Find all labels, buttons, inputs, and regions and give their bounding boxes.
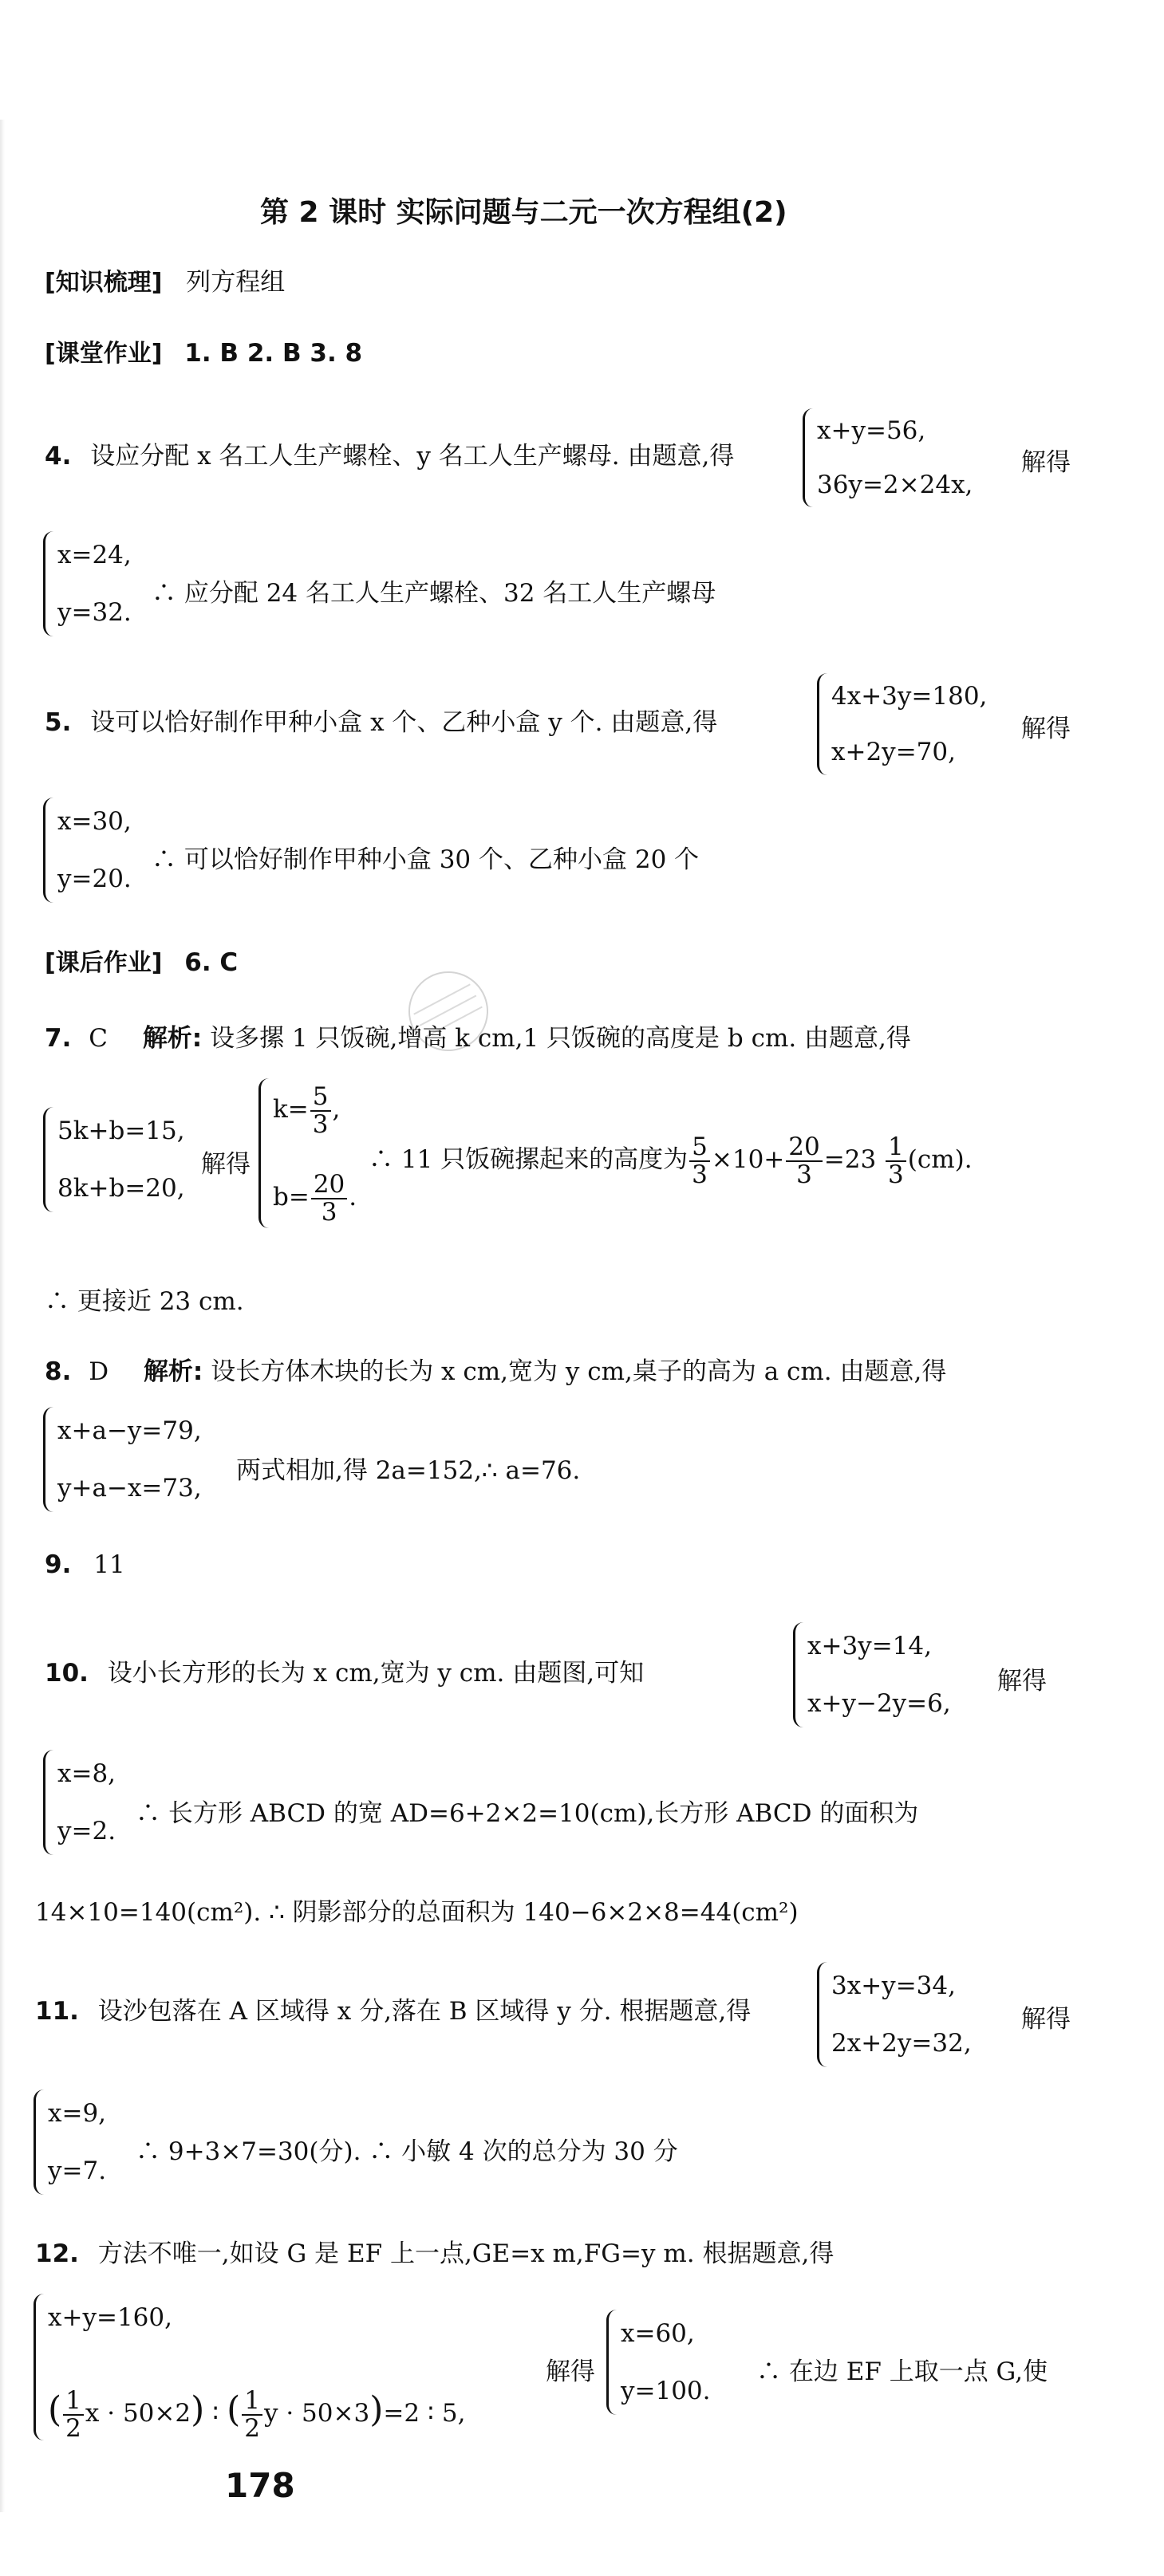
- q12-ratio: =2 ∶ 5,: [383, 2399, 466, 2428]
- q10-solution: [40, 1745, 116, 1860]
- q12-half2-den: 2: [244, 2413, 260, 2443]
- q11-eq2: 2x+2y=32,: [831, 2029, 972, 2058]
- q8-number: 8.: [45, 1357, 72, 1386]
- q5-eq2: x+2y=70,: [831, 738, 956, 766]
- q11-eq1: 3x+y=34,: [831, 1971, 956, 2000]
- q8-answer: D: [89, 1357, 109, 1386]
- q7-text: 设多摞 1 只饭碗,增高 k cm,1 只饭碗的高度是 b cm. 由题意,得: [210, 1024, 911, 1053]
- q5-sol1: x=30,: [57, 807, 132, 836]
- q11-conclusion: ∴ 9+3×7=30(分). ∴ 小敏 4 次的总分为 30 分: [136, 2137, 678, 2166]
- q4-system: [799, 404, 973, 512]
- q4-sol1: x=24,: [57, 541, 132, 569]
- q7-conclusion2: ∴ 更接近 23 cm.: [45, 1287, 244, 1316]
- q7-b-label: b=: [273, 1183, 310, 1211]
- q10-eq1: x+3y=14,: [807, 1632, 932, 1660]
- q12-system: [30, 2289, 465, 2445]
- classwork-section: [45, 333, 362, 368]
- q11-line: [35, 1991, 751, 2027]
- q12-half2-num: 1: [242, 2388, 262, 2416]
- q10-system: [790, 1617, 951, 1732]
- q7-b-num: 20: [311, 1172, 347, 1199]
- q5-system: [814, 668, 987, 780]
- classwork-tag: [课堂作业]: [45, 340, 163, 368]
- q7-k-label: k=: [273, 1095, 309, 1124]
- q5-text: 设可以恰好制作甲种小盒 x 个、乙种小盒 y 个. 由题意,得: [90, 708, 718, 737]
- q7-unit: (cm).: [907, 1145, 973, 1174]
- q7-frac2: [786, 1134, 822, 1188]
- q4-solve: 解得: [1021, 448, 1071, 477]
- q11-solution: [30, 2085, 106, 2200]
- q12-half1-num: 1: [63, 2388, 84, 2416]
- q12-text: 方法不唯一,如设 G 是 EF 上一点,GE=x m,FG=y m. 根据题意,得: [97, 2239, 835, 2268]
- q7-system: [40, 1102, 185, 1217]
- q5-eq1: 4x+3y=180,: [831, 682, 988, 711]
- q12-lparen2: (: [227, 2389, 241, 2430]
- q5-solution: [40, 793, 132, 908]
- q12-colon: ∶: [204, 2399, 227, 2428]
- q11-sol1: x=9,: [48, 2099, 107, 2128]
- q10-line: [45, 1652, 644, 1688]
- q12-line: [35, 2233, 834, 2269]
- q7-k-den: 3: [312, 1109, 329, 1139]
- q7-answer: C: [89, 1024, 108, 1053]
- q5-sol2: y=20.: [57, 865, 132, 893]
- q7-frac3-den: 3: [888, 1160, 904, 1189]
- q5-solve: 解得: [1021, 715, 1071, 743]
- q7-b-fraction: [311, 1169, 347, 1227]
- q10-sol1: x=8,: [57, 1759, 116, 1788]
- q12-eq2: [48, 2378, 465, 2445]
- q7-k-num: 5: [310, 1084, 331, 1112]
- q10-eq2: x+y−2y=6,: [807, 1689, 951, 1718]
- q11-system: [814, 1957, 972, 2072]
- q12-half1: [63, 2385, 84, 2443]
- q11-sol2: y=7.: [48, 2157, 107, 2185]
- q11-text: 设沙包落在 A 区域得 x 分,落在 B 区域得 y 分. 根据题意,得: [97, 1997, 752, 2026]
- q7-frac3-num: 1: [886, 1134, 906, 1162]
- q8-system: [40, 1402, 202, 1517]
- q12-half1-den: 2: [65, 2413, 81, 2443]
- q11-number: 11.: [35, 1997, 79, 2026]
- q7-frac2-den: 3: [796, 1160, 812, 1189]
- q7-k-fraction: [310, 1081, 331, 1139]
- q9-answer: 11: [93, 1550, 125, 1579]
- q10-sol2: y=2.: [57, 1817, 116, 1845]
- q12-rparen2: ): [369, 2389, 384, 2430]
- q7-conclusion: [369, 1129, 973, 1190]
- q7-eq: =23: [823, 1145, 877, 1174]
- q12-sol1: x=60,: [621, 2319, 695, 2348]
- knowledge-tag: [知识梳理]: [45, 269, 163, 297]
- q7-number: 7.: [45, 1024, 72, 1053]
- q4-conclusion: ∴ 应分配 24 名工人生产螺栓、32 名工人生产螺母: [152, 579, 716, 608]
- classwork-answers: 1. B 2. B 3. 8: [184, 339, 363, 368]
- homework-answer: 6. C: [184, 948, 239, 977]
- q12-solve: 解得: [546, 2357, 595, 2386]
- q12-number: 12.: [35, 2239, 79, 2268]
- q7-frac2-num: 20: [786, 1134, 822, 1162]
- q10-text: 设小长方形的长为 x cm,宽为 y cm. 由题图,可知: [107, 1659, 645, 1688]
- q7-concl-text: ∴ 11 只饭碗摞起来的高度为: [369, 1145, 689, 1174]
- q7-mid: ×10+: [711, 1145, 785, 1174]
- q7-b-den: 3: [321, 1197, 337, 1227]
- q9-number: 9.: [45, 1550, 72, 1579]
- knowledge-text: 列方程组: [186, 268, 286, 297]
- q4-sol2: y=32.: [57, 598, 132, 627]
- q12-seg1: x · 50×2: [85, 2399, 191, 2428]
- q10-conclusion: ∴ 长方形 ABCD 的宽 AD=6+2×2=10(cm),长方形 ABCD 的面积为: [136, 1799, 919, 1828]
- q4-number: 4.: [45, 442, 72, 471]
- q10-solve: 解得: [997, 1667, 1047, 1696]
- q8-conclusion: 两式相加,得 2a=152,∴ a=76.: [236, 1456, 581, 1485]
- q7-frac1: [689, 1134, 710, 1188]
- q7-line: [45, 1018, 911, 1054]
- q12-seg2: y · 50×3: [263, 2399, 370, 2428]
- q12-sol2: y=100.: [621, 2377, 711, 2405]
- q12-half2: [242, 2385, 262, 2443]
- q8-eq2: y+a−x=73,: [57, 1474, 202, 1503]
- q7-eq1: 5k+b=15,: [57, 1117, 185, 1145]
- q7-sol-k: k= $\frac{5}{3}$ ,: [273, 1081, 341, 1139]
- q10-number: 10.: [45, 1659, 89, 1688]
- q12-eq1: x+y=160,: [48, 2303, 172, 2332]
- q5-number: 5.: [45, 708, 72, 737]
- q12-lparen1: (: [48, 2389, 62, 2430]
- q4-eq1: x+y=56,: [817, 416, 926, 445]
- q12-conclusion: ∴ 在边 EF 上取一点 G,使: [756, 2357, 1048, 2386]
- q11-solve: 解得: [1021, 2005, 1071, 2034]
- homework-section: [45, 943, 238, 978]
- q9-line: [45, 1550, 125, 1579]
- q8-hint: 解析:: [143, 1357, 203, 1386]
- page-title: 第 2 课时 实际问题与二元一次方程组(2): [260, 196, 787, 229]
- q5-line: [45, 702, 717, 738]
- page-number: 178: [225, 2466, 295, 2505]
- q12-rparen1: ): [191, 2389, 205, 2430]
- q7-frac1-num: 5: [689, 1134, 710, 1162]
- q10-conclusion2: 14×10=140(cm²). ∴ 阴影部分的总面积为 140−6×2×8=44(cm²): [35, 1898, 799, 1927]
- q7-sol-b: b= $\frac{20}{3}$ .: [273, 1169, 357, 1227]
- knowledge-section: [45, 262, 285, 297]
- q7-solve: 解得: [201, 1150, 251, 1179]
- q8-line: [45, 1351, 946, 1387]
- q8-eq1: x+a−y=79,: [57, 1416, 202, 1445]
- q7-frac1-den: 3: [692, 1160, 708, 1189]
- q4-solution: [40, 526, 132, 641]
- q7-eq2: 8k+b=20,: [57, 1174, 185, 1203]
- q8-text: 设长方体木块的长为 x cm,宽为 y cm,桌子的高为 a cm. 由题意,得: [211, 1357, 947, 1386]
- q4-line: [45, 435, 734, 471]
- q7-hint: 解析:: [142, 1024, 203, 1053]
- q4-eq2: 36y=2×24x,: [817, 471, 973, 499]
- page-edge-shadow: [0, 120, 5, 2512]
- q7-frac3: [886, 1134, 906, 1188]
- q12-solution: [603, 2305, 711, 2420]
- q5-conclusion: ∴ 可以恰好制作甲种小盒 30 个、乙种小盒 20 个: [152, 845, 700, 874]
- q4-text: 设应分配 x 名工人生产螺栓、y 名工人生产螺母. 由题意,得: [90, 442, 735, 471]
- homework-tag: [课后作业]: [45, 949, 163, 977]
- q7-solution: [255, 1073, 357, 1233]
